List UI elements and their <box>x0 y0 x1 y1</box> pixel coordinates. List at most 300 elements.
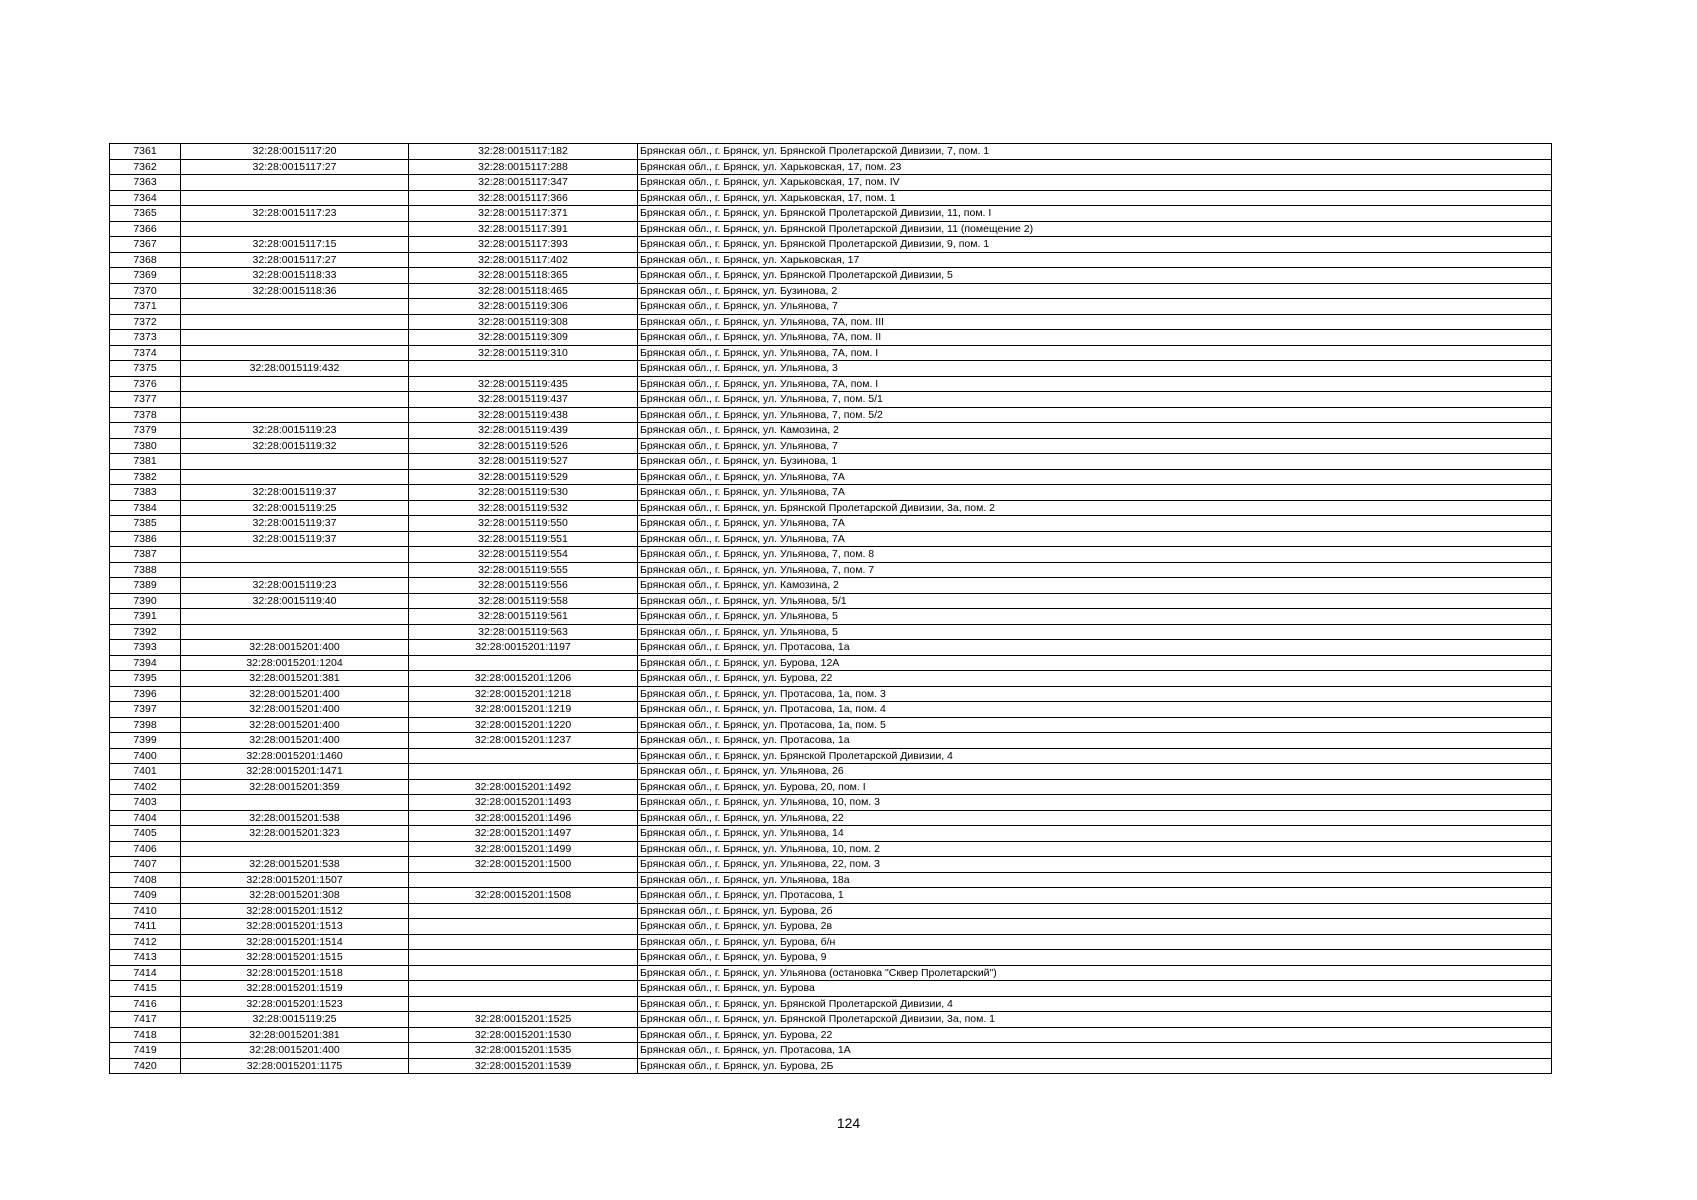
land-cadastral-number-cell: 32:28:0015118:36 <box>181 283 409 299</box>
land-cadastral-number-cell: 32:28:0015201:538 <box>181 857 409 873</box>
land-cadastral-number-cell: 32:28:0015201:1519 <box>181 981 409 997</box>
object-cadastral-number-cell: 32:28:0015201:1197 <box>409 640 638 656</box>
object-cadastral-number-cell: 32:28:0015119:437 <box>409 392 638 408</box>
row-number-cell: 7391 <box>110 609 181 625</box>
row-number-cell: 7386 <box>110 531 181 547</box>
row-number-cell: 7392 <box>110 624 181 640</box>
table-row <box>110 562 1552 578</box>
table-row <box>110 965 1552 981</box>
address-cell: Брянская обл., г. Брянск, ул. Харьковская, 17, пом. IV <box>638 175 1552 191</box>
row-number-cell: 7378 <box>110 407 181 423</box>
land-cadastral-number-cell <box>181 469 409 485</box>
object-cadastral-number-cell <box>409 764 638 780</box>
table-row <box>110 361 1552 377</box>
land-cadastral-number-cell <box>181 609 409 625</box>
address-cell: Брянская обл., г. Брянск, ул. Ульянова, 7, пом. 7 <box>638 562 1552 578</box>
object-cadastral-number-cell: 32:28:0015119:306 <box>409 299 638 315</box>
row-number-cell: 7403 <box>110 795 181 811</box>
land-cadastral-number-cell: 32:28:0015119:23 <box>181 578 409 594</box>
row-number-cell: 7376 <box>110 376 181 392</box>
object-cadastral-number-cell <box>409 965 638 981</box>
address-cell: Брянская обл., г. Брянск, ул. Протасова, 1А <box>638 1043 1552 1059</box>
land-cadastral-number-cell <box>181 221 409 237</box>
land-cadastral-number-cell <box>181 376 409 392</box>
object-cadastral-number-cell <box>409 903 638 919</box>
address-cell: Брянская обл., г. Брянск, ул. Ульянова, 26 <box>638 764 1552 780</box>
table-row <box>110 190 1552 206</box>
address-cell: Брянская обл., г. Брянск, ул. Бурова <box>638 981 1552 997</box>
object-cadastral-number-cell: 32:28:0015201:1499 <box>409 841 638 857</box>
table-row <box>110 593 1552 609</box>
land-cadastral-number-cell: 32:28:0015201:1512 <box>181 903 409 919</box>
land-cadastral-number-cell <box>181 175 409 191</box>
table-row <box>110 175 1552 191</box>
table-row <box>110 283 1552 299</box>
land-cadastral-number-cell: 32:28:0015201:1507 <box>181 872 409 888</box>
object-cadastral-number-cell <box>409 748 638 764</box>
object-cadastral-number-cell <box>409 655 638 671</box>
object-cadastral-number-cell: 32:28:0015117:347 <box>409 175 638 191</box>
address-cell: Брянская обл., г. Брянск, ул. Ульянова, 7 <box>638 438 1552 454</box>
land-cadastral-number-cell: 32:28:0015119:37 <box>181 531 409 547</box>
land-cadastral-number-cell: 32:28:0015201:400 <box>181 702 409 718</box>
table-row <box>110 950 1552 966</box>
row-number-cell: 7361 <box>110 144 181 160</box>
address-cell: Брянская обл., г. Брянск, ул. Ульянова, 22, пом. 3 <box>638 857 1552 873</box>
table-row <box>110 795 1552 811</box>
table-row <box>110 531 1552 547</box>
row-number-cell: 7382 <box>110 469 181 485</box>
address-cell: Брянская обл., г. Брянск, ул. Протасова, 1а <box>638 640 1552 656</box>
row-number-cell: 7370 <box>110 283 181 299</box>
table-row <box>110 748 1552 764</box>
land-cadastral-number-cell <box>181 454 409 470</box>
row-number-cell: 7412 <box>110 934 181 950</box>
address-cell: Брянская обл., г. Брянск, ул. Бузинова, 1 <box>638 454 1552 470</box>
object-cadastral-number-cell <box>409 919 638 935</box>
table-row <box>110 717 1552 733</box>
object-cadastral-number-cell: 32:28:0015119:439 <box>409 423 638 439</box>
address-cell: Брянская обл., г. Брянск, ул. Бурова, б/н <box>638 934 1552 950</box>
object-cadastral-number-cell: 32:28:0015119:554 <box>409 547 638 563</box>
object-cadastral-number-cell <box>409 950 638 966</box>
table-row <box>110 841 1552 857</box>
table-row <box>110 159 1552 175</box>
object-cadastral-number-cell: 32:28:0015117:182 <box>409 144 638 160</box>
row-number-cell: 7367 <box>110 237 181 253</box>
table-row <box>110 516 1552 532</box>
object-cadastral-number-cell: 32:28:0015117:402 <box>409 252 638 268</box>
table-row <box>110 237 1552 253</box>
land-cadastral-number-cell <box>181 562 409 578</box>
address-cell: Брянская обл., г. Брянск, ул. Бурова, 9 <box>638 950 1552 966</box>
land-cadastral-number-cell: 32:28:0015201:400 <box>181 717 409 733</box>
land-cadastral-number-cell: 32:28:0015117:15 <box>181 237 409 253</box>
address-cell: Брянская обл., г. Брянск, ул. Брянской Пролетарской Дивизии, 4 <box>638 996 1552 1012</box>
row-number-cell: 7380 <box>110 438 181 454</box>
land-cadastral-number-cell: 32:28:0015201:1513 <box>181 919 409 935</box>
row-number-cell: 7420 <box>110 1058 181 1074</box>
row-number-cell: 7390 <box>110 593 181 609</box>
address-cell: Брянская обл., г. Брянск, ул. Ульянова, 22 <box>638 810 1552 826</box>
table-row <box>110 857 1552 873</box>
table-row <box>110 376 1552 392</box>
address-cell: Брянская обл., г. Брянск, ул. Ульянова, 10, пом. 2 <box>638 841 1552 857</box>
table-row <box>110 934 1552 950</box>
registry-table-body <box>110 144 1552 1074</box>
address-cell: Брянская обл., г. Брянск, ул. Бурова, 2б <box>638 903 1552 919</box>
row-number-cell: 7407 <box>110 857 181 873</box>
object-cadastral-number-cell: 32:28:0015117:288 <box>409 159 638 175</box>
table-row <box>110 268 1552 284</box>
object-cadastral-number-cell <box>409 981 638 997</box>
land-cadastral-number-cell: 32:28:0015201:400 <box>181 1043 409 1059</box>
object-cadastral-number-cell <box>409 361 638 377</box>
object-cadastral-number-cell: 32:28:0015119:532 <box>409 500 638 516</box>
table-row <box>110 144 1552 160</box>
address-cell: Брянская обл., г. Брянск, ул. Бурова, 2Б <box>638 1058 1552 1074</box>
table-row <box>110 469 1552 485</box>
object-cadastral-number-cell: 32:28:0015119:550 <box>409 516 638 532</box>
object-cadastral-number-cell: 32:28:0015201:1493 <box>409 795 638 811</box>
address-cell: Брянская обл., г. Брянск, ул. Ульянова, 7, пом. 5/2 <box>638 407 1552 423</box>
land-cadastral-number-cell: 32:28:0015201:1471 <box>181 764 409 780</box>
land-cadastral-number-cell: 32:28:0015117:27 <box>181 159 409 175</box>
table-row <box>110 299 1552 315</box>
table-row <box>110 609 1552 625</box>
land-cadastral-number-cell <box>181 345 409 361</box>
land-cadastral-number-cell: 32:28:0015119:23 <box>181 423 409 439</box>
land-cadastral-number-cell: 32:28:0015119:32 <box>181 438 409 454</box>
address-cell: Брянская обл., г. Брянск, ул. Харьковская, 17, пом. 1 <box>638 190 1552 206</box>
table-row <box>110 903 1552 919</box>
land-cadastral-number-cell: 32:28:0015201:1175 <box>181 1058 409 1074</box>
row-number-cell: 7418 <box>110 1027 181 1043</box>
land-cadastral-number-cell: 32:28:0015201:538 <box>181 810 409 826</box>
object-cadastral-number-cell: 32:28:0015117:393 <box>409 237 638 253</box>
object-cadastral-number-cell: 32:28:0015119:309 <box>409 330 638 346</box>
object-cadastral-number-cell: 32:28:0015201:1530 <box>409 1027 638 1043</box>
row-number-cell: 7402 <box>110 779 181 795</box>
address-cell: Брянская обл., г. Брянск, ул. Брянской Пролетарской Дивизии, 11, пом. I <box>638 206 1552 222</box>
row-number-cell: 7399 <box>110 733 181 749</box>
row-number-cell: 7363 <box>110 175 181 191</box>
object-cadastral-number-cell: 32:28:0015119:530 <box>409 485 638 501</box>
object-cadastral-number-cell: 32:28:0015201:1535 <box>409 1043 638 1059</box>
object-cadastral-number-cell: 32:28:0015119:526 <box>409 438 638 454</box>
address-cell: Брянская обл., г. Брянск, ул. Ульянова, 5 <box>638 624 1552 640</box>
land-cadastral-number-cell: 32:28:0015119:25 <box>181 500 409 516</box>
object-cadastral-number-cell: 32:28:0015201:1219 <box>409 702 638 718</box>
table-row <box>110 423 1552 439</box>
object-cadastral-number-cell: 32:28:0015119:435 <box>409 376 638 392</box>
land-cadastral-number-cell: 32:28:0015201:323 <box>181 826 409 842</box>
land-cadastral-number-cell: 32:28:0015117:23 <box>181 206 409 222</box>
row-number-cell: 7406 <box>110 841 181 857</box>
object-cadastral-number-cell: 32:28:0015201:1539 <box>409 1058 638 1074</box>
object-cadastral-number-cell: 32:28:0015201:1218 <box>409 686 638 702</box>
address-cell: Брянская обл., г. Брянск, ул. Ульянова, 7А <box>638 469 1552 485</box>
land-cadastral-number-cell: 32:28:0015119:432 <box>181 361 409 377</box>
address-cell: Брянская обл., г. Брянск, ул. Брянской Пролетарской Дивизии, 4 <box>638 748 1552 764</box>
address-cell: Брянская обл., г. Брянск, ул. Ульянова, 7А, пом. III <box>638 314 1552 330</box>
land-cadastral-number-cell: 32:28:0015201:1460 <box>181 748 409 764</box>
address-cell: Брянская обл., г. Брянск, ул. Ульянова (остановка "Сквер Пролетарский") <box>638 965 1552 981</box>
row-number-cell: 7419 <box>110 1043 181 1059</box>
row-number-cell: 7411 <box>110 919 181 935</box>
land-cadastral-number-cell: 32:28:0015118:33 <box>181 268 409 284</box>
row-number-cell: 7415 <box>110 981 181 997</box>
address-cell: Брянская обл., г. Брянск, ул. Брянской Пролетарской Дивизии, 7, пом. 1 <box>638 144 1552 160</box>
table-row <box>110 686 1552 702</box>
land-cadastral-number-cell <box>181 314 409 330</box>
table-row <box>110 996 1552 1012</box>
row-number-cell: 7396 <box>110 686 181 702</box>
land-cadastral-number-cell <box>181 547 409 563</box>
row-number-cell: 7394 <box>110 655 181 671</box>
object-cadastral-number-cell: 32:28:0015118:365 <box>409 268 638 284</box>
page-number: 124 <box>836 1115 861 1131</box>
object-cadastral-number-cell: 32:28:0015119:529 <box>409 469 638 485</box>
address-cell: Брянская обл., г. Брянск, ул. Ульянова, 7А, пом. I <box>638 376 1552 392</box>
land-cadastral-number-cell: 32:28:0015201:1518 <box>181 965 409 981</box>
row-number-cell: 7400 <box>110 748 181 764</box>
address-cell: Брянская обл., г. Брянск, ул. Ульянова, 3 <box>638 361 1552 377</box>
table-row <box>110 1012 1552 1028</box>
address-cell: Брянская обл., г. Брянск, ул. Ульянова, 5 <box>638 609 1552 625</box>
object-cadastral-number-cell: 32:28:0015119:551 <box>409 531 638 547</box>
row-number-cell: 7364 <box>110 190 181 206</box>
row-number-cell: 7385 <box>110 516 181 532</box>
row-number-cell: 7366 <box>110 221 181 237</box>
land-cadastral-number-cell: 32:28:0015117:27 <box>181 252 409 268</box>
address-cell: Брянская обл., г. Брянск, ул. Харьковская, 17, пом. 23 <box>638 159 1552 175</box>
row-number-cell: 7374 <box>110 345 181 361</box>
object-cadastral-number-cell <box>409 872 638 888</box>
table-row <box>110 826 1552 842</box>
address-cell: Брянская обл., г. Брянск, ул. Брянской Пролетарской Дивизии, 9, пом. 1 <box>638 237 1552 253</box>
address-cell: Брянская обл., г. Брянск, ул. Ульянова, 7 <box>638 299 1552 315</box>
land-cadastral-number-cell: 32:28:0015201:308 <box>181 888 409 904</box>
land-cadastral-number-cell <box>181 190 409 206</box>
object-cadastral-number-cell: 32:28:0015201:1220 <box>409 717 638 733</box>
address-cell: Брянская обл., г. Брянск, ул. Ульянова, 7А, пом. II <box>638 330 1552 346</box>
row-number-cell: 7397 <box>110 702 181 718</box>
land-cadastral-number-cell: 32:28:0015201:400 <box>181 686 409 702</box>
row-number-cell: 7416 <box>110 996 181 1012</box>
land-cadastral-number-cell: 32:28:0015119:40 <box>181 593 409 609</box>
address-cell: Брянская обл., г. Брянск, ул. Ульянова, 18а <box>638 872 1552 888</box>
object-cadastral-number-cell: 32:28:0015201:1525 <box>409 1012 638 1028</box>
table-row <box>110 407 1552 423</box>
table-row <box>110 981 1552 997</box>
row-number-cell: 7365 <box>110 206 181 222</box>
table-row <box>110 221 1552 237</box>
table-row <box>110 485 1552 501</box>
table-row <box>110 655 1552 671</box>
table-row <box>110 1058 1552 1074</box>
row-number-cell: 7414 <box>110 965 181 981</box>
address-cell: Брянская обл., г. Брянск, ул. Протасова, 1а, пом. 5 <box>638 717 1552 733</box>
object-cadastral-number-cell: 32:28:0015201:1497 <box>409 826 638 842</box>
object-cadastral-number-cell: 32:28:0015201:1237 <box>409 733 638 749</box>
land-cadastral-number-cell: 32:28:0015201:381 <box>181 1027 409 1043</box>
object-cadastral-number-cell: 32:28:0015119:558 <box>409 593 638 609</box>
address-cell: Брянская обл., г. Брянск, ул. Брянской Пролетарской Дивизии, 3а, пом. 2 <box>638 500 1552 516</box>
land-cadastral-number-cell: 32:28:0015201:381 <box>181 671 409 687</box>
object-cadastral-number-cell <box>409 934 638 950</box>
object-cadastral-number-cell: 32:28:0015119:438 <box>409 407 638 423</box>
table-row <box>110 392 1552 408</box>
table-row <box>110 810 1552 826</box>
table-row <box>110 919 1552 935</box>
row-number-cell: 7379 <box>110 423 181 439</box>
table-row <box>110 624 1552 640</box>
address-cell: Брянская обл., г. Брянск, ул. Бурова, 12А <box>638 655 1552 671</box>
land-cadastral-number-cell: 32:28:0015201:359 <box>181 779 409 795</box>
object-cadastral-number-cell: 32:28:0015117:366 <box>409 190 638 206</box>
address-cell: Брянская обл., г. Брянск, ул. Брянской Пролетарской Дивизии, 5 <box>638 268 1552 284</box>
object-cadastral-number-cell: 32:28:0015119:527 <box>409 454 638 470</box>
table-row <box>110 872 1552 888</box>
row-number-cell: 7381 <box>110 454 181 470</box>
address-cell: Брянская обл., г. Брянск, ул. Ульянова, 7, пом. 8 <box>638 547 1552 563</box>
table-row <box>110 438 1552 454</box>
land-cadastral-number-cell <box>181 330 409 346</box>
row-number-cell: 7371 <box>110 299 181 315</box>
row-number-cell: 7368 <box>110 252 181 268</box>
row-number-cell: 7404 <box>110 810 181 826</box>
row-number-cell: 7413 <box>110 950 181 966</box>
row-number-cell: 7373 <box>110 330 181 346</box>
address-cell: Брянская обл., г. Брянск, ул. Протасова, 1 <box>638 888 1552 904</box>
land-cadastral-number-cell <box>181 795 409 811</box>
table-row <box>110 779 1552 795</box>
table-row <box>110 733 1552 749</box>
object-cadastral-number-cell <box>409 996 638 1012</box>
land-cadastral-number-cell: 32:28:0015119:25 <box>181 1012 409 1028</box>
row-number-cell: 7377 <box>110 392 181 408</box>
table-row <box>110 500 1552 516</box>
table-row <box>110 206 1552 222</box>
row-number-cell: 7417 <box>110 1012 181 1028</box>
address-cell: Брянская обл., г. Брянск, ул. Ульянова, 7А <box>638 516 1552 532</box>
object-cadastral-number-cell: 32:28:0015118:465 <box>409 283 638 299</box>
land-cadastral-number-cell: 32:28:0015201:1523 <box>181 996 409 1012</box>
address-cell: Брянская обл., г. Брянск, ул. Ульянова, 7А <box>638 485 1552 501</box>
table-row <box>110 314 1552 330</box>
land-cadastral-number-cell: 32:28:0015201:1514 <box>181 934 409 950</box>
object-cadastral-number-cell: 32:28:0015201:1500 <box>409 857 638 873</box>
row-number-cell: 7389 <box>110 578 181 594</box>
table-row <box>110 252 1552 268</box>
address-cell: Брянская обл., г. Брянск, ул. Протасова, 1а, пом. 3 <box>638 686 1552 702</box>
registry-table <box>109 143 1552 1074</box>
address-cell: Брянская обл., г. Брянск, ул. Протасова, 1а, пом. 4 <box>638 702 1552 718</box>
row-number-cell: 7405 <box>110 826 181 842</box>
row-number-cell: 7369 <box>110 268 181 284</box>
row-number-cell: 7387 <box>110 547 181 563</box>
row-number-cell: 7410 <box>110 903 181 919</box>
address-cell: Брянская обл., г. Брянск, ул. Ульянова, 7А <box>638 531 1552 547</box>
object-cadastral-number-cell: 32:28:0015201:1508 <box>409 888 638 904</box>
row-number-cell: 7398 <box>110 717 181 733</box>
land-cadastral-number-cell: 32:28:0015117:20 <box>181 144 409 160</box>
land-cadastral-number-cell: 32:28:0015201:1204 <box>181 655 409 671</box>
row-number-cell: 7393 <box>110 640 181 656</box>
address-cell: Брянская обл., г. Брянск, ул. Бурова, 2в <box>638 919 1552 935</box>
land-cadastral-number-cell: 32:28:0015119:37 <box>181 485 409 501</box>
row-number-cell: 7408 <box>110 872 181 888</box>
address-cell: Брянская обл., г. Брянск, ул. Ульянова, 7, пом. 5/1 <box>638 392 1552 408</box>
object-cadastral-number-cell: 32:28:0015117:391 <box>409 221 638 237</box>
object-cadastral-number-cell: 32:28:0015117:371 <box>409 206 638 222</box>
land-cadastral-number-cell: 32:28:0015201:400 <box>181 733 409 749</box>
address-cell: Брянская обл., г. Брянск, ул. Брянской Пролетарской Дивизии, 11 (помещение 2) <box>638 221 1552 237</box>
row-number-cell: 7409 <box>110 888 181 904</box>
address-cell: Брянская обл., г. Брянск, ул. Ульянова, 5/1 <box>638 593 1552 609</box>
object-cadastral-number-cell: 32:28:0015201:1206 <box>409 671 638 687</box>
address-cell: Брянская обл., г. Брянск, ул. Бурова, 22 <box>638 671 1552 687</box>
table-row <box>110 888 1552 904</box>
table-row <box>110 640 1552 656</box>
table-row <box>110 547 1552 563</box>
row-number-cell: 7362 <box>110 159 181 175</box>
table-row <box>110 330 1552 346</box>
address-cell: Брянская обл., г. Брянск, ул. Ульянова, 14 <box>638 826 1552 842</box>
land-cadastral-number-cell: 32:28:0015119:37 <box>181 516 409 532</box>
row-number-cell: 7375 <box>110 361 181 377</box>
row-number-cell: 7372 <box>110 314 181 330</box>
land-cadastral-number-cell: 32:28:0015201:400 <box>181 640 409 656</box>
object-cadastral-number-cell: 32:28:0015119:563 <box>409 624 638 640</box>
address-cell: Брянская обл., г. Брянск, ул. Бурова, 22 <box>638 1027 1552 1043</box>
table-row <box>110 578 1552 594</box>
object-cadastral-number-cell: 32:28:0015201:1492 <box>409 779 638 795</box>
row-number-cell: 7401 <box>110 764 181 780</box>
object-cadastral-number-cell: 32:28:0015119:556 <box>409 578 638 594</box>
object-cadastral-number-cell: 32:28:0015119:555 <box>409 562 638 578</box>
land-cadastral-number-cell <box>181 299 409 315</box>
row-number-cell: 7383 <box>110 485 181 501</box>
address-cell: Брянская обл., г. Брянск, ул. Харьковская, 17 <box>638 252 1552 268</box>
address-cell: Брянская обл., г. Брянск, ул. Камозина, 2 <box>638 578 1552 594</box>
table-row <box>110 1043 1552 1059</box>
table-row <box>110 1027 1552 1043</box>
table-row <box>110 764 1552 780</box>
row-number-cell: 7384 <box>110 500 181 516</box>
object-cadastral-number-cell: 32:28:0015119:308 <box>409 314 638 330</box>
object-cadastral-number-cell: 32:28:0015201:1496 <box>409 810 638 826</box>
table-row <box>110 454 1552 470</box>
address-cell: Брянская обл., г. Брянск, ул. Брянской Пролетарской Дивизии, 3а, пом. 1 <box>638 1012 1552 1028</box>
address-cell: Брянская обл., г. Брянск, ул. Ульянова, 7А, пом. I <box>638 345 1552 361</box>
land-cadastral-number-cell <box>181 407 409 423</box>
land-cadastral-number-cell <box>181 841 409 857</box>
address-cell: Брянская обл., г. Брянск, ул. Бузинова, 2 <box>638 283 1552 299</box>
row-number-cell: 7388 <box>110 562 181 578</box>
table-row <box>110 702 1552 718</box>
object-cadastral-number-cell: 32:28:0015119:561 <box>409 609 638 625</box>
address-cell: Брянская обл., г. Брянск, ул. Бурова, 20, пом. I <box>638 779 1552 795</box>
table-row <box>110 671 1552 687</box>
land-cadastral-number-cell: 32:28:0015201:1515 <box>181 950 409 966</box>
address-cell: Брянская обл., г. Брянск, ул. Камозина, 2 <box>638 423 1552 439</box>
address-cell: Брянская обл., г. Брянск, ул. Ульянова, 10, пом. 3 <box>638 795 1552 811</box>
object-cadastral-number-cell: 32:28:0015119:310 <box>409 345 638 361</box>
table-row <box>110 345 1552 361</box>
land-cadastral-number-cell <box>181 392 409 408</box>
